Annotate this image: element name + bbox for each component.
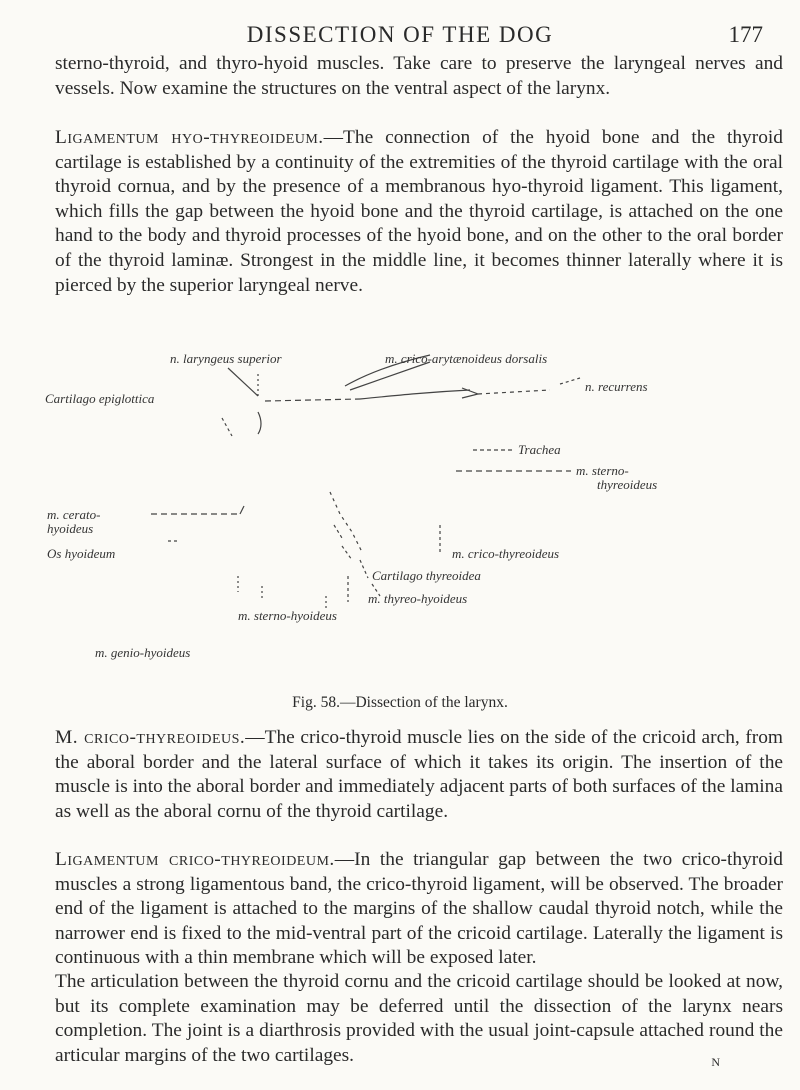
paragraph-articulation bbox=[55, 970, 783, 1068]
label-os-hyoideum: Os hyoideum bbox=[47, 546, 116, 561]
paragraph-crico-thyreoideus bbox=[55, 726, 783, 824]
label-n-laryngeus-superior: n. laryngeus superior bbox=[170, 351, 282, 366]
label-cartilago-epiglottica: Cartilago epiglottica bbox=[45, 391, 155, 406]
paragraph-text: —In the triangular gap between the two crico-thyroid muscles a strong ligamentous band, the crico-thyroid ligament, will be observed. The broader end of the ligament is attached to the margins of the shallow caudal thyroid notch, while the narrower end is fixed to the mid-ventral part of the cricoid cartilage. Laterally the ligament is continuous with a thin membrane which will be exposed later. bbox=[55, 849, 784, 969]
figure-larynx bbox=[0, 300, 800, 720]
section-heading: Ligamentum hyo-thyreoideum. bbox=[55, 127, 324, 148]
label-m-thyreo-hyoideus: m. thyreo-hyoideus bbox=[368, 591, 468, 606]
label-m-sterno-thyreoideus-line2: thyreoideus bbox=[597, 477, 658, 492]
paragraph-intro-text: sterno-thyroid, and thyro-hyoid muscles. Take care to preserve the laryngeal nerves and vessels. Now examine the structures on the ventral aspect of the larynx. bbox=[55, 53, 783, 99]
paragraph-text: —The crico-thyroid muscle lies on the side of the cricoid arch, from the aboral border and the lateral surface of which it takes its origin. The insertion of the muscle is into the aboral border and immediately adjacent parts of both surfaces of the lamina as well as the aboral cornu of the thyroid cartilage. bbox=[55, 727, 783, 822]
running-title: DISSECTION OF THE DOG bbox=[246, 22, 554, 47]
nerve-line bbox=[228, 368, 258, 396]
label-m-sterno-hyoideus: m. sterno-hyoideus bbox=[238, 608, 337, 623]
signature-mark: N bbox=[711, 1055, 720, 1069]
section-heading: M. crico-thyreoideus. bbox=[55, 727, 246, 748]
label-m-genio-hyoideus: m. genio-hyoideus bbox=[95, 645, 191, 660]
label-m-crico-arytaenoideus-dorsalis: m. crico-arytænoideus dorsalis bbox=[385, 351, 548, 366]
label-n-recurrens: n. recurrens bbox=[585, 379, 648, 394]
figure-caption: Fig. 58.—Dissection of the larynx. bbox=[292, 694, 508, 711]
paragraph-intro bbox=[55, 52, 783, 101]
label-m-crico-thyreoideus: m. crico-thyreoideus bbox=[452, 546, 560, 561]
page-number: 177 bbox=[728, 22, 763, 47]
trachea-dash bbox=[265, 399, 360, 401]
paragraph-text: The articulation between the thyroid cornu and the cricoid cartilage should be looked at now, but its complete examination may be deferred until the dissection of the larynx nears completion. The joint is a diarthrosis provided with the usual joint-capsule attached round the articular margins of the two cartilages. bbox=[55, 971, 783, 1066]
label-m-cerato-hyoideus-line2: hyoideus bbox=[47, 521, 94, 536]
running-head bbox=[0, 18, 800, 52]
paragraph-hyo-thyreoideum bbox=[55, 126, 783, 298]
label-trachea: Trachea bbox=[518, 442, 561, 457]
paragraph-text: —The connection of the hyoid bone and the thyroid cartilage is established by a continuity of the extremities of the thyroid cartilage with the oral thyroid cornua, and by the presence of a membranous hyo-thyroid ligament. This ligament, which fills the gap between the hyoid bone and the thyroid cartilage, is attached on the one hand to the body and thyroid processes of the hyoid bone, and on the other to the oral border of the thyroid laminæ. Strongest in the middle line, it becomes thinner laterally where it is pierced by the superior laryngeal nerve. bbox=[55, 127, 783, 296]
label-m-cerato-hyoideus-line1: m. cerato- bbox=[47, 507, 101, 522]
label-cartilago-thyreoidea: Cartilago thyreoidea bbox=[372, 568, 481, 583]
label-m-sterno-thyreoideus-line1: m. sterno- bbox=[576, 463, 629, 478]
section-heading: Ligamentum crico-thyreoideum. bbox=[55, 849, 335, 870]
paragraph-lig-crico-thyreoideum bbox=[55, 848, 783, 971]
